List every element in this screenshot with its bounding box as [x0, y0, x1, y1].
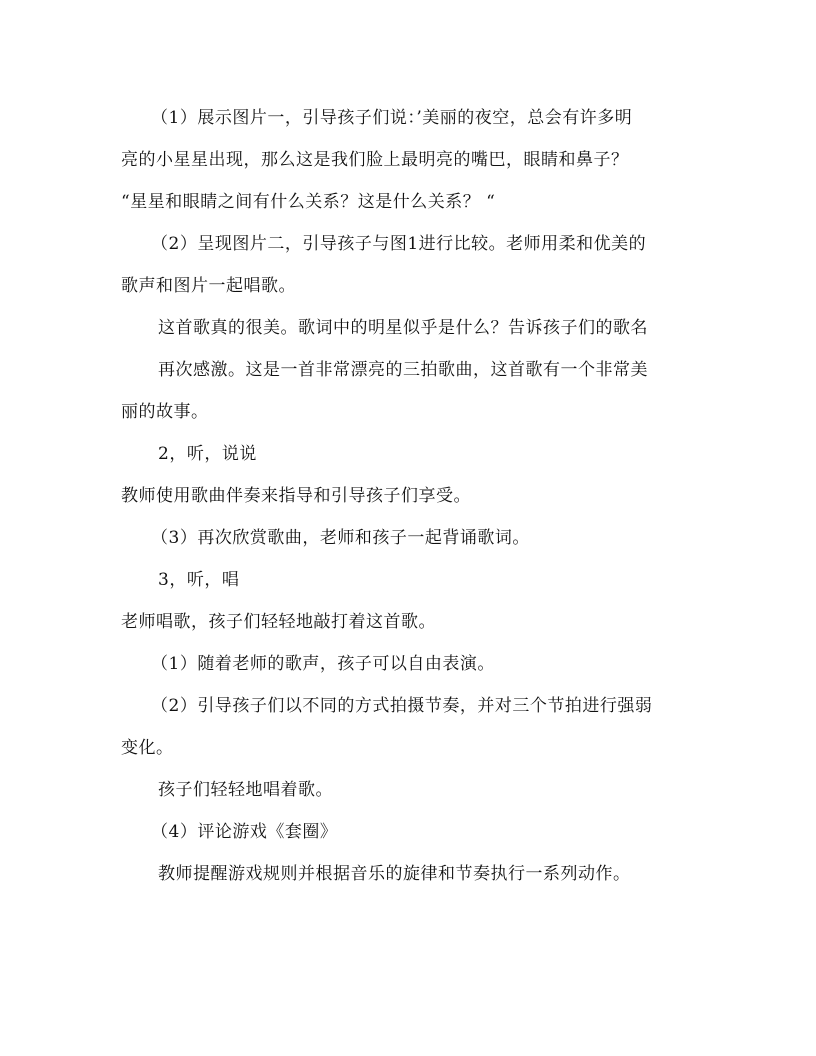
text-line-4: （2）呈现图片二，引导孩子与图1进行比较。老师用柔和优美的: [151, 234, 647, 254]
text-line-11: （3）再次欣赏歌曲，老师和孩子一起背诵歌词。: [151, 528, 530, 548]
text-line-19: 教师提醒游戏规则并根据音乐的旋律和节奏执行一系列动作。: [158, 864, 631, 884]
text-line-1: （1）展示图片一，引导孩子们说：’美丽的夜空，总会有许多明: [151, 108, 633, 128]
text-line-18: （4）评论游戏《套圈》: [151, 822, 338, 842]
text-line-7: 再次感激。这是一首非常漂亮的三拍歌曲，这首歌有一个非常美: [158, 360, 648, 380]
text-line-15: （2）引导孩子们以不同的方式拍摄节奏，并对三个节拍进行强弱: [151, 696, 653, 716]
text-line-16: 变化。: [121, 738, 174, 758]
text-line-2: 亮的小星星出现，那么这是我们脸上最明亮的嘴巴，眼睛和鼻子？: [121, 150, 629, 170]
text-line-14: （1）随着老师的歌声，孩子可以自由表演。: [151, 654, 495, 674]
text-line-8: 丽的故事。: [121, 402, 209, 422]
text-line-5: 歌声和图片一起唱歌。: [121, 276, 296, 296]
section-heading-3: 3，听，唱: [158, 570, 240, 590]
text-line-3: “星星和眼睛之间有什么关系？这是什么关系？ “: [121, 192, 496, 212]
text-line-17: 孩子们轻轻地唱着歌。: [158, 780, 333, 800]
section-heading-2: 2，听，说说: [158, 444, 257, 464]
text-line-6: 这首歌真的很美。歌词中的明星似乎是什么？告诉孩子们的歌名: [158, 318, 648, 338]
text-line-10: 教师使用歌曲伴奏来指导和引导孩子们享受。: [121, 486, 471, 506]
text-line-13: 老师唱歌，孩子们轻轻地敲打着这首歌。: [121, 612, 436, 632]
